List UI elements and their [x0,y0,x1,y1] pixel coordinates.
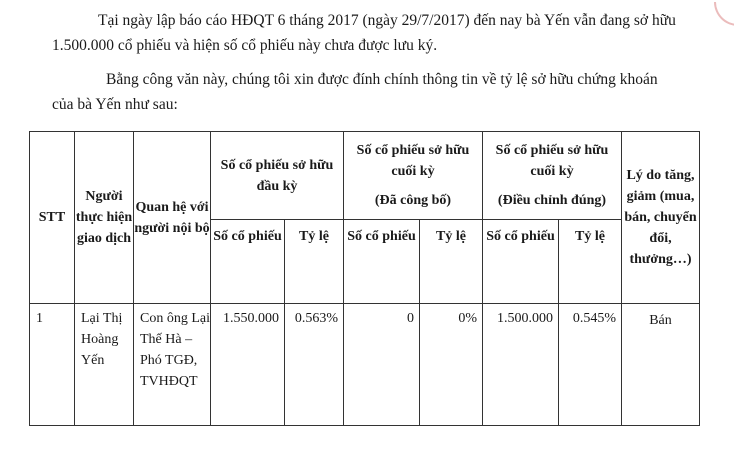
header-begin: Số cổ phiếu sở hữu đầu kỳ [211,132,344,220]
header-corr-ratio: Tỷ lệ [559,220,622,304]
header-begin-shares: Số cổ phiếu [211,220,285,304]
cell-corr-ratio: 0.545% [559,304,622,426]
header-pub-shares: Số cổ phiếu [344,220,420,304]
header-corr-shares: Số cổ phiếu [483,220,559,304]
cell-corr-shares: 1.500.000 [483,304,559,426]
header-relation: Quan hệ với người nội bộ [134,132,211,304]
cell-stt: 1 [30,304,75,426]
paragraph-2: Bằng công văn này, chúng tôi xin được đính chính thông tin về tỷ lệ sở hữu chứng khoán của bà Yến như sau: [52,71,658,113]
header-begin-ratio: Tỷ lệ [285,220,344,304]
header-end-corrected-line1: Số cổ phiếu sở hữu cuối kỳ [495,143,609,179]
header-end-published-line1: Số cổ phiếu sở hữu cuối kỳ [356,143,470,179]
cell-pub-shares: 0 [344,304,420,426]
cell-reason: Bán [622,304,700,426]
cell-begin-shares: 1.550.000 [211,304,285,426]
header-pub-ratio: Tỷ lệ [420,220,483,304]
header-person: Người thực hiện giao dịch [75,132,134,304]
ownership-table [29,131,700,426]
header-end-corrected-line2: (Điều chỉnh đúng) [497,193,607,208]
header-reason: Lý do tăng, giảm (mua, bán, chuyển đổi, thưởng…) [622,132,700,304]
cell-pub-ratio: 0% [420,304,483,426]
header-stt: STT [30,132,75,304]
cell-begin-ratio: 0.563% [285,304,344,426]
cell-person: Lại Thị Hoàng Yến [75,304,134,426]
header-end-published [344,132,483,220]
header-end-corrected [483,132,622,220]
red-stamp-mark [714,2,734,26]
header-end-published-line2: (Đã công bố) [374,193,452,208]
cell-relation: Con ông Lại Thế Hà – Phó TGĐ, TVHĐQT [134,304,211,426]
table-row [30,304,700,426]
paragraph-1: Tại ngày lập báo cáo HĐQT 6 tháng 2017 (ngày 29/7/2017) đến nay bà Yến vẫn đang sở hữu 1.500.000 cổ phiếu và hiện số cổ phiếu này chưa được lưu ký. [52,12,676,54]
